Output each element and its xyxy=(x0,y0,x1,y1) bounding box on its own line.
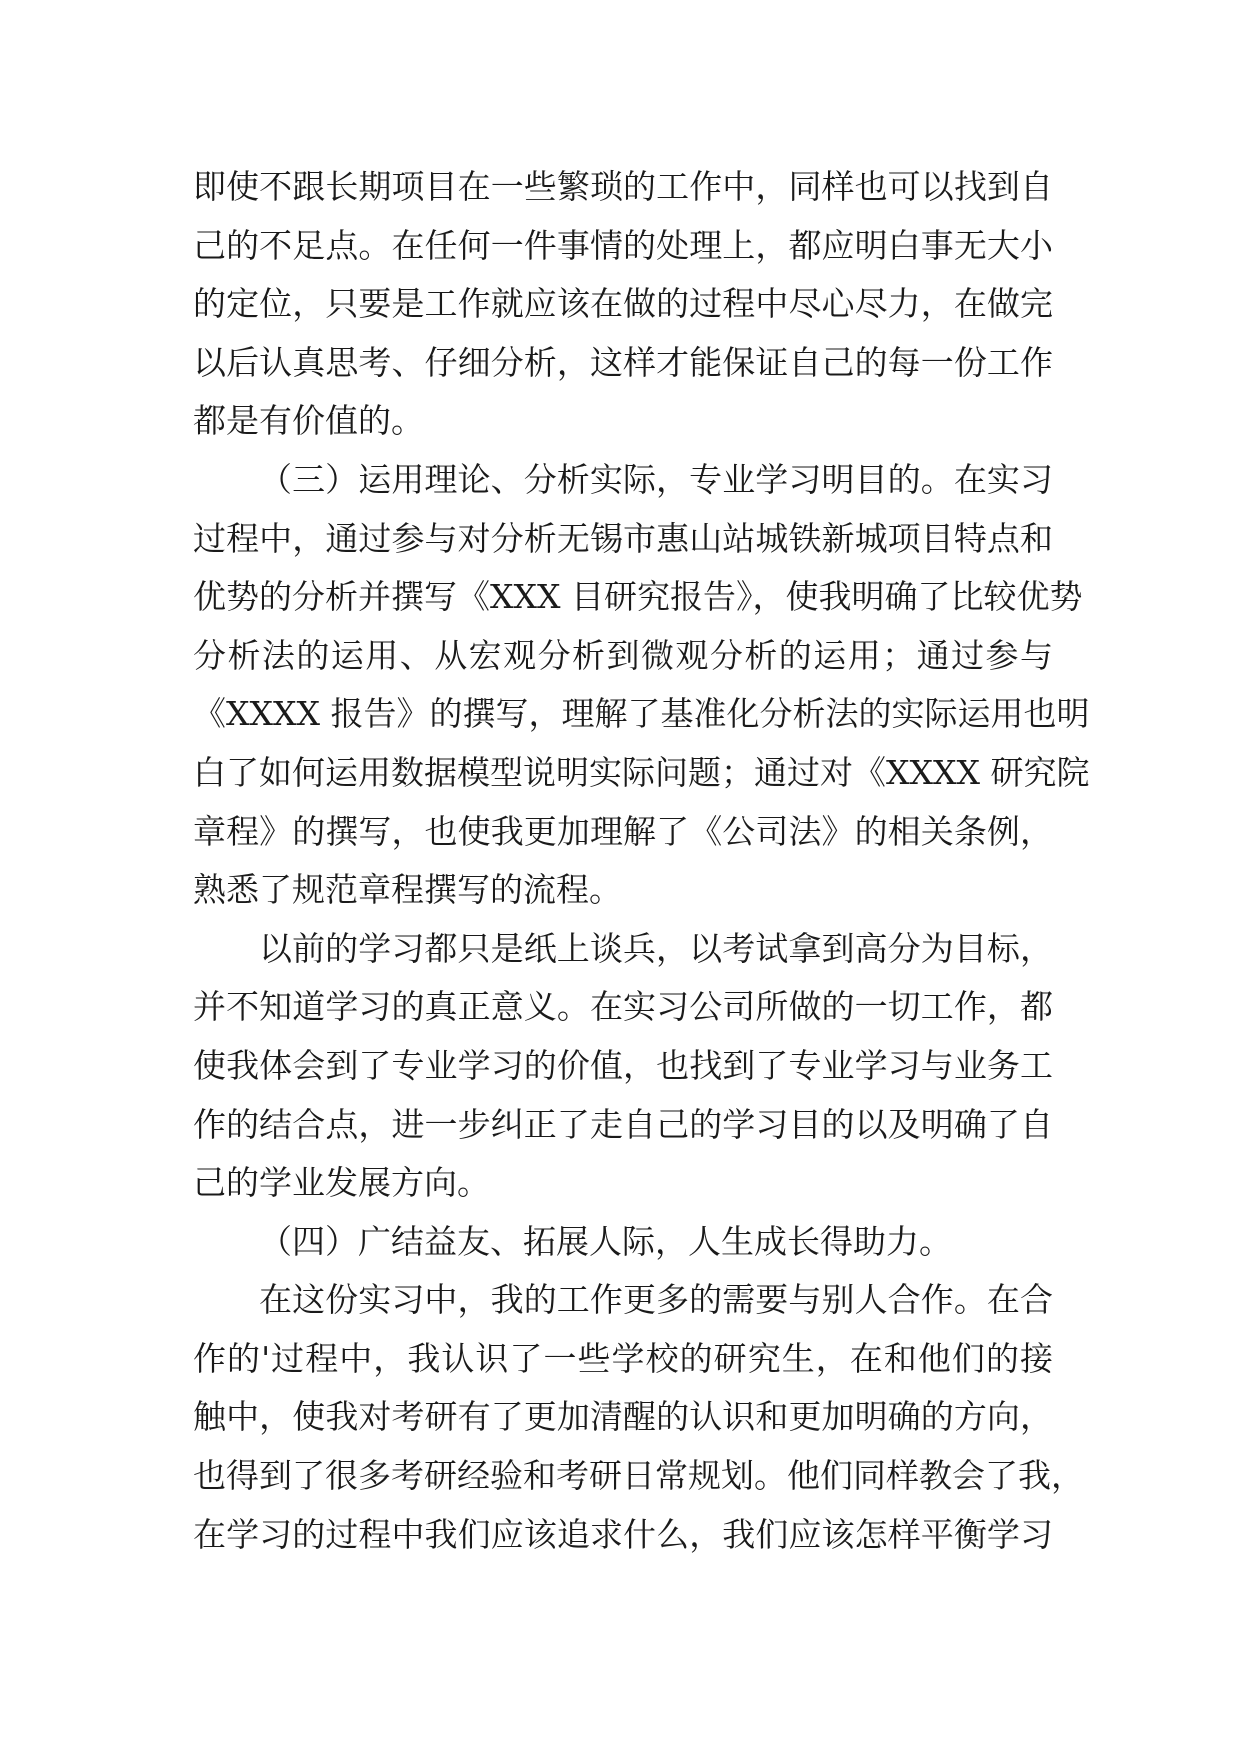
text-line: 都是有价值的。 xyxy=(193,401,424,441)
text-line: 作的结合点，进一步纠正了走自己的学习目的以及明确了自 xyxy=(193,1104,1053,1144)
text-line: 优势的分析并撰写《XXX 目研究报告》，使我明确了比较优势 xyxy=(193,577,1083,617)
text-line: （四）广结益友、拓展人际，人生成长得助力。 xyxy=(259,1221,952,1261)
text-line: 以后认真思考、仔细分析，这样才能保证自己的每一份工作 xyxy=(193,342,1053,382)
text-line: 触中，使我对考研有了更加清醒的认识和更加明确的方向， xyxy=(193,1397,1053,1437)
text-line: 己的不足点。在任何一件事情的处理上，都应明白事无大小 xyxy=(193,225,1053,265)
text-line: （三）运用理论、分析实际，专业学习明目的。在实习 xyxy=(259,459,1053,499)
text-line: 在学习的过程中我们应该追求什么，我们应该怎样平衡学习 xyxy=(193,1514,1053,1554)
text-line: 作的'过程中，我认识了一些学校的研究生，在和他们的接 xyxy=(193,1338,1053,1378)
text-line: 也得到了很多考研经验和考研日常规划。他们同样教会了我， xyxy=(193,1456,1084,1496)
text-line: 己的学业发展方向。 xyxy=(193,1163,490,1203)
text-line: 的定位，只要是工作就应该在做的过程中尽心尽力，在做完 xyxy=(193,284,1053,324)
text-line: 《XXXX 报告》的撰写，理解了基准化分析法的实际运用也明 xyxy=(193,694,1090,734)
text-line: 熟悉了规范章程撰写的流程。 xyxy=(193,870,622,910)
text-line: 并不知道学习的真正意义。在实习公司所做的一切工作，都 xyxy=(193,987,1053,1027)
text-line: 章程》的撰写，也使我更加理解了《公司法》的相关条例， xyxy=(193,811,1053,851)
text-line: 以前的学习都只是纸上谈兵，以考试拿到高分为目标， xyxy=(259,928,1053,968)
text-line: 使我体会到了专业学习的价值，也找到了专业学习与业务工 xyxy=(193,1045,1053,1085)
text-line: 在这份实习中，我的工作更多的需要与别人合作。在合 xyxy=(259,1280,1053,1320)
body-text xyxy=(193,158,1090,1564)
text-line: 过程中，通过参与对分析无锡市惠山站城铁新城项目特点和 xyxy=(193,518,1053,558)
text-line: 即使不跟长期项目在一些繁琐的工作中，同样也可以找到自 xyxy=(193,167,1053,206)
text-line: 白了如何运用数据模型说明实际问题；通过对《XXXX 研究院 xyxy=(193,752,1090,792)
text-line: 分析法的运用、从宏观分析到微观分析的运用；通过参与 xyxy=(193,635,1053,675)
